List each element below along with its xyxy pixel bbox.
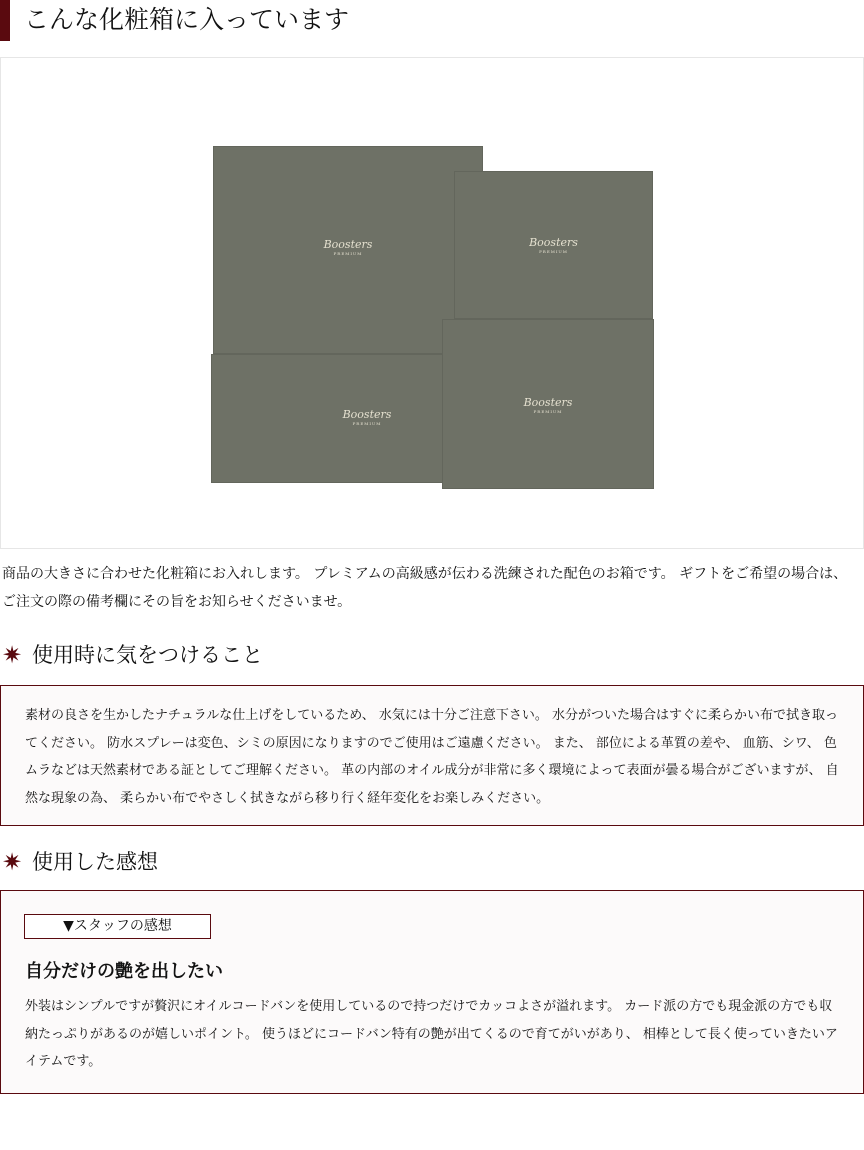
burst-star-icon: ✷ <box>2 848 23 876</box>
burst-star-icon: ✷ <box>2 641 23 669</box>
box-logo: Boosters PREMIUM <box>523 396 573 414</box>
caution-text: 素材の良さを生かしたナチュラルな仕上げをしているため、 水気には十分ご注意下さい。 水分がついた場合はすぐに柔らかい布で拭き取ってください。 防水スプレーは変色、シミの原因になりますのでご使用はご遠慮ください。 また、 部位による革質の差や、 血筋、シワ、 色ムラなどは天然素材である証としてご理解ください。 革の内部のオイル成分が非常に多く環境によって表面が曇る場合がございますが、 自然な現象の為、 柔らかい布でやさしく拭きながら移り行く経年変化をお楽しみください。 <box>25 708 839 806</box>
caution-title: 使用時に気をつけること <box>32 643 263 667</box>
gift-box-small-lid <box>454 171 653 319</box>
box-logo: Boosters PREMIUM <box>323 238 373 256</box>
impression-text: 外装はシンプルですが贅沢にオイルコードバンを使用しているので持つだけでカッコよさが溢れます。 カード派の方でも現金派の方でも収納たっぷりがあるのが嬉しいポイント。 使うほどにコードバン特有の艶が出てくるので育てがいがあり、 相棒として長く使っていきたいアイテムです。 <box>25 999 838 1069</box>
gift-box-small-base <box>442 319 654 489</box>
section-heading <box>0 0 864 42</box>
impression-box <box>0 890 864 1094</box>
gift-box-large-base <box>211 354 443 483</box>
heading-accent-bar <box>0 0 10 41</box>
box-description: 商品の大きさに合わせた化粧箱にお入れします。 プレミアムの高級感が伝わる洗練された配色のお箱です。 ギフトをご希望の場合は、 ご注文の際の備考欄にその旨をお知らせくださいませ。 <box>2 566 848 610</box>
box-logo: Boosters PREMIUM <box>342 408 392 426</box>
caution-box <box>0 685 864 826</box>
box-logo: Boosters PREMIUM <box>529 236 578 254</box>
impression-headline: 自分だけの艶を出したい <box>25 961 223 982</box>
impression-title: 使用した感想 <box>32 850 158 874</box>
page-title: こんな化粧箱に入っています <box>24 5 350 34</box>
staff-impression-tag: ▼スタッフの感想 <box>24 914 211 939</box>
gift-box-photo <box>0 57 864 549</box>
